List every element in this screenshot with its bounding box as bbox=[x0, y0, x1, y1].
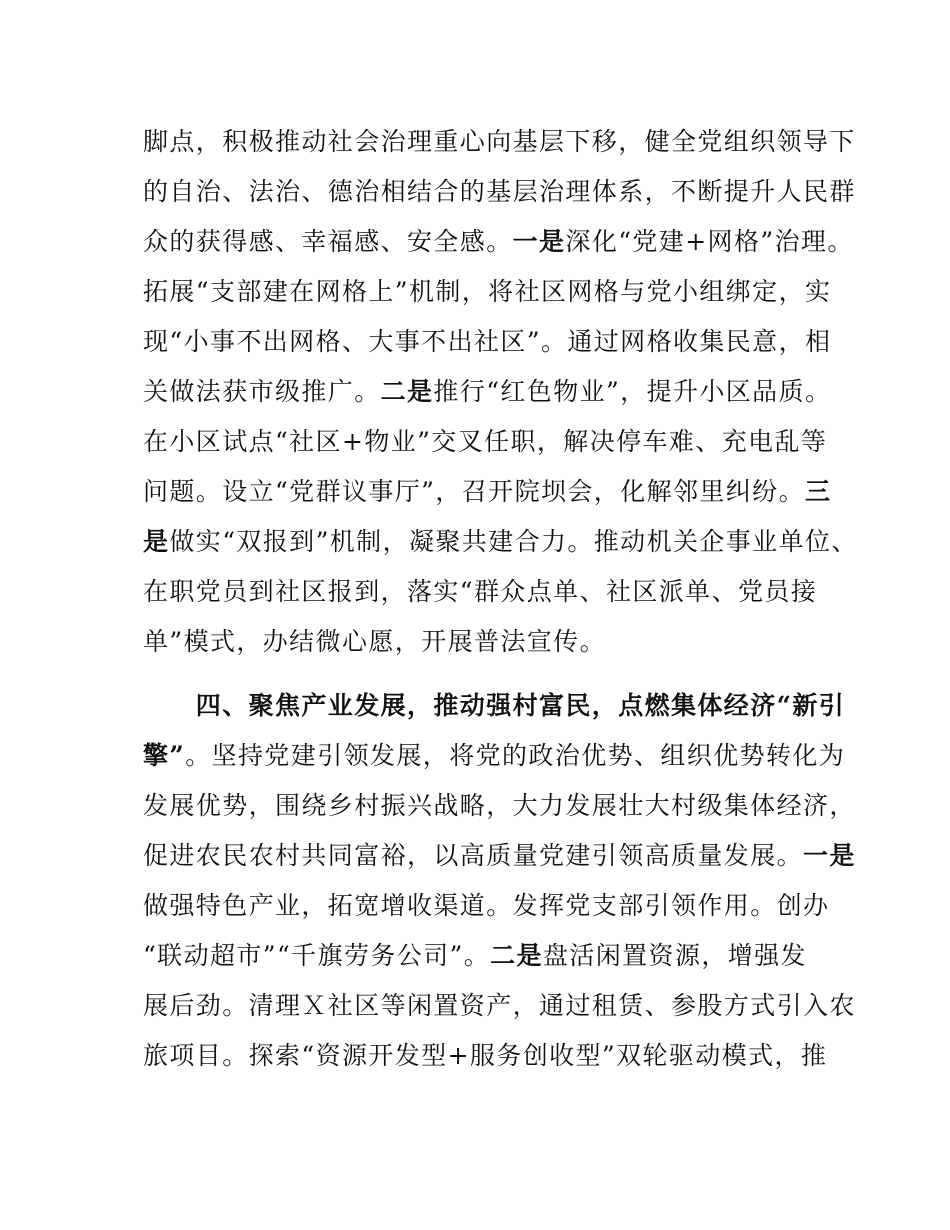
text-run: 。坚持党建引领发展，将党的政治优势、组织优势转化为 bbox=[185, 741, 846, 770]
text-run: 在小区试点“社区+物业”交叉任职，解决停车难、充电乱等 bbox=[143, 427, 828, 456]
text-line bbox=[143, 472, 833, 512]
text-line bbox=[143, 222, 854, 262]
bold-run: 二是 bbox=[380, 377, 434, 406]
text-run: 众的获得感、幸福感、安全感。 bbox=[143, 227, 513, 256]
text-line bbox=[143, 886, 833, 926]
text-run: 问题。设立“党群议事厅”，召开院坝会，化解邻里纠纷。 bbox=[143, 477, 805, 506]
text-line bbox=[143, 522, 858, 562]
text-run: 现“小事不出网格、大事不出社区”。通过网格收集民意，相 bbox=[143, 327, 832, 356]
bold-run: 四、聚焦产业发展，推动强村富民，点燃集体经济“新引 bbox=[143, 691, 846, 720]
text-line bbox=[143, 622, 833, 662]
text-line bbox=[143, 122, 856, 162]
text-run: 做强特色产业，拓宽增收渠道。发挥党支部引领作用。创办 bbox=[143, 891, 830, 920]
text-line bbox=[143, 986, 856, 1026]
text-line bbox=[143, 572, 833, 612]
text-line bbox=[143, 736, 846, 776]
text-run: 拓展“支部建在网格上”机制，将社区网格与党小组绑定，实 bbox=[143, 277, 832, 306]
text-run: “联动超市”“千旗劳务公司”。 bbox=[143, 941, 491, 970]
bold-run: 是 bbox=[143, 527, 170, 556]
text-line bbox=[143, 836, 856, 876]
text-run: 展后劲。清理Ｘ社区等闲置资产，通过租赁、参股方式引入农 bbox=[143, 991, 856, 1020]
bold-run: 一是 bbox=[803, 841, 856, 870]
text-line bbox=[143, 936, 833, 976]
text-run: 旅项目。探索“资源开发型+服务创收型”双轮驱动模式，推 bbox=[143, 1041, 828, 1070]
text-line bbox=[143, 172, 856, 212]
text-line bbox=[143, 422, 833, 462]
text-run: 单”模式，办结微心愿，开展普法宣传。 bbox=[143, 627, 606, 656]
bold-run: 一是 bbox=[512, 227, 566, 256]
text-line bbox=[143, 372, 833, 412]
text-run: 盘活闲置资源，增强发 bbox=[542, 941, 807, 970]
text-run: 的自治、法治、德治相结合的基层治理体系，不断提升人民群 bbox=[143, 177, 856, 206]
text-run: 深化“党建+网格”治理。 bbox=[565, 227, 854, 256]
text-line bbox=[143, 786, 856, 826]
text-run: 在职党员到社区报到，落实“群众点单、社区派单、党员接 bbox=[143, 577, 818, 606]
text-run: 推行“红色物业”，提升小区品质。 bbox=[433, 377, 832, 406]
bold-run: 擎” bbox=[143, 741, 186, 770]
text-run: 促进农民农村共同富裕，以高质量党建引领高质量发展。 bbox=[143, 841, 804, 870]
text-run: 做实“双报到”机制，凝聚共建合力。推动机关企事业单位、 bbox=[169, 527, 858, 556]
text-run: 发展优势，围绕乡村振兴战略，大力发展壮大村级集体经济， bbox=[143, 791, 856, 820]
section-heading-line bbox=[143, 686, 846, 726]
text-line bbox=[143, 272, 833, 312]
text-run: 关做法获市级推广。 bbox=[143, 377, 381, 406]
text-run: 脚点，积极推动社会治理重心向基层下移，健全党组织领导下 bbox=[143, 127, 856, 156]
bold-run: 二是 bbox=[490, 941, 543, 970]
bold-run: 三 bbox=[804, 477, 832, 506]
text-line bbox=[143, 1036, 833, 1076]
text-line bbox=[143, 322, 833, 362]
